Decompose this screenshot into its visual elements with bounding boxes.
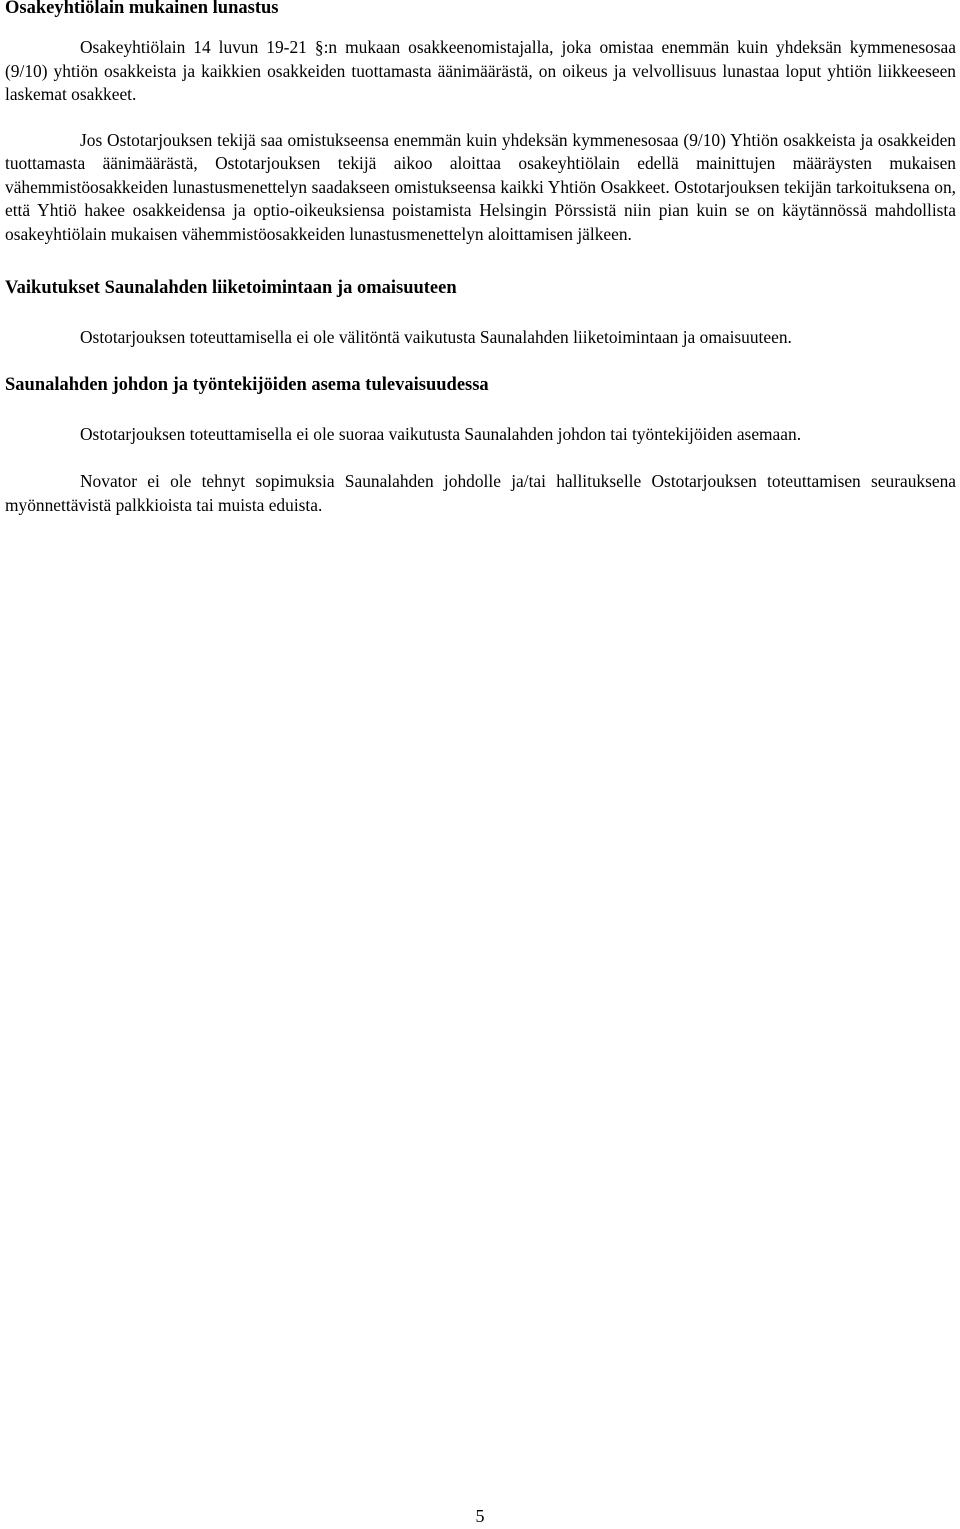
paragraph-lunastus-law: Osakeyhtiölain 14 luvun 19-21 §:n mukaan osakkeenomistajalla, joka omistaa enemmän kuin yhdeksän kymmenesosaa (9/10) yhtiön osakkeista ja kaikkien osakkeiden tuottamasta äänimäärästä, on oikeus ja velvollisuus lunastaa loput yhtiön liikkeeseen laskemat osakkeet. — [5, 37, 956, 104]
paragraph-lunastus-intent: Jos Ostotarjouksen tekijä saa omistukseensa enemmän kuin yhdeksän kymmenesosaa (9/10) Yhtiön osakkeista ja osakkeiden tuottamasta äänimäärästä, Ostotarjouksen tekijä aikoo aloittaa osakeyhtiölain edellä mainittujen määräysten mukaisen vähemmistöosakkeiden lunastusmenettelyn saadakseen omistukseensa kaikki Yhtiön Osakkeet. Ostotarjouksen tekijän tarkoituksena on, että Yhtiö hakee osakkeidensa ja optio-oikeuksiensa poistamista Helsingin Pörssistä niin pian kuin se on käytännössä mahdollista osakeyhtiölain mukaisen vähemmistöosakkeiden lunastusmenettelyn aloittamisen jälkeen. — [5, 129, 956, 244]
paragraph-johto-asema: Ostotarjouksen toteuttamisella ei ole suoraa vaikutusta Saunalahden johdon tai työntekijöiden asemaan. — [80, 423, 802, 444]
page-number: 5 — [475, 1506, 485, 1526]
section-heading-johto: Saunalahden johdon ja työntekijöiden asema tulevaisuudessa — [5, 374, 489, 395]
section-heading-vaikutukset: Vaikutukset Saunalahden liiketoimintaan ja omaisuuteen — [5, 278, 457, 298]
paragraph-novator-sopimukset: Novator ei ole tehnyt sopimuksia Saunalahden johdolle ja/tai hallitukselle Ostotarjouksen toteuttamisen seurauksena myönnettävistä palkkioista tai muista eduista. — [5, 471, 956, 515]
document-page — [5, 0, 956, 517]
paragraph-vaikutukset: Ostotarjouksen toteuttamisella ei ole välitöntä vaikutusta Saunalahden liiketoimintaan ja omaisuuteen. — [80, 327, 792, 347]
section-heading-lunastus: Osakeyhtiölain mukainen lunastus — [5, 0, 279, 18]
